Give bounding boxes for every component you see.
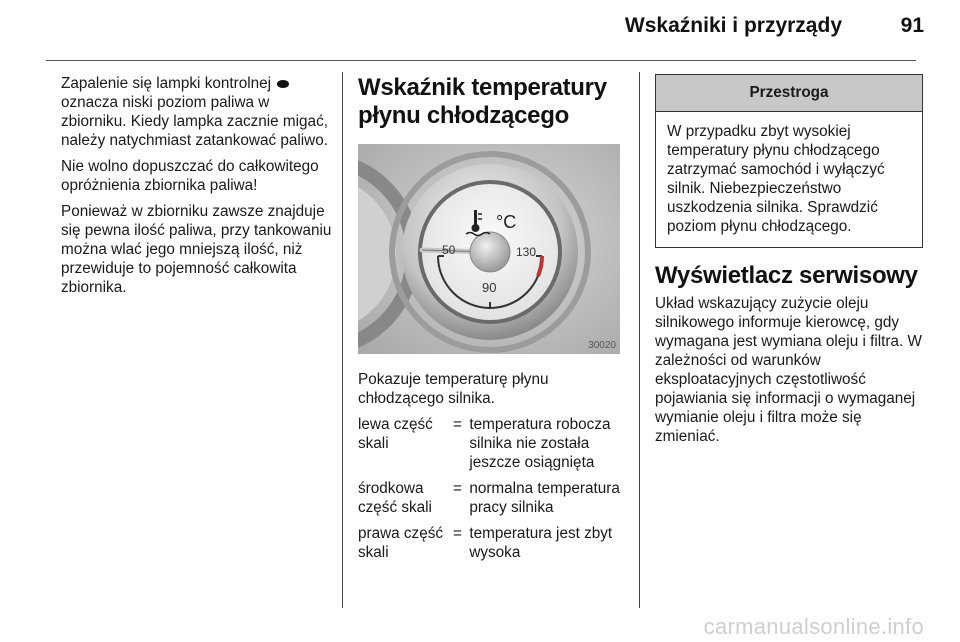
column-fuel-info: [61, 74, 333, 304]
fuel-empty-warning-paragraph: Nie wolno dopuszczać do całkowitego opróżnienia zbiornika paliwa!: [61, 158, 319, 194]
caution-box: [655, 74, 923, 248]
column-coolant-gauge: [358, 74, 628, 569]
fuel-capacity-paragraph: Ponieważ w zbiorniku zawsze znajduje się pewna ilość paliwa, przy tankowaniu można wlać jego mniejszą ilość, niż przewiduje to pojemność całkowita zbiornika.: [61, 203, 332, 296]
legend-term: lewa część skali: [358, 416, 433, 452]
legend-term: prawa część skali: [358, 525, 444, 561]
fuel-warning-lamp-icon: [277, 80, 289, 88]
column-divider-right: [639, 72, 640, 608]
legend-definition: temperatura jest zbyt wysoka: [469, 525, 613, 561]
legend-row: [358, 415, 628, 479]
image-code: 30020: [588, 340, 616, 351]
page-number: 91: [900, 14, 924, 37]
coolant-gauge-caption: Pokazuje temperaturę płynu chłodzącego silnika.: [358, 371, 549, 407]
gauge-tick-left: 50: [442, 243, 456, 257]
legend-equals: =: [452, 416, 462, 433]
page-header-title: Wskaźniki i przyrządy: [624, 14, 842, 37]
scale-legend-table: [358, 415, 628, 569]
service-display-heading: Wyświetlacz serwisowy: [655, 262, 918, 289]
gauge-tick-right: 130: [516, 245, 537, 259]
service-display-text: Układ wskazujący zużycie oleju silnikowego informuje kierowcę, gdy wymagana jest wymiana oleju i filtra. W zależności od warunków eksploatacyjnych częstotliwość pojawiania się informacji o wymaganej wymianie oleju i filtra może się zmieniać.: [655, 295, 922, 445]
footer-watermark: carmanualsonline.info: [703, 614, 924, 639]
coolant-gauge-heading: Wskaźnik temperatury płynu chłodzącego: [358, 74, 607, 129]
legend-definition: normalna temperatura pracy silnika: [469, 480, 620, 516]
coolant-gauge-illustration: [358, 144, 620, 354]
gauge-tick-bottom: 90: [482, 280, 497, 295]
legend-term: środkowa część skali: [358, 480, 432, 516]
caution-body: [656, 112, 922, 247]
legend-equals: =: [452, 525, 462, 542]
legend-row: [358, 524, 628, 569]
coolant-gauge-photo: [358, 144, 620, 354]
caution-title: Przestroga: [656, 75, 922, 112]
caution-text: W przypadku zbyt wysokiej temperatury płynu chłodzącego zatrzymać samochód i wyłączyć silnik. Niebezpieczeństwo uszkodzenia silnika. Sprawdzić poziom płynu chłodzącego.: [667, 123, 885, 235]
header-divider: [46, 60, 916, 61]
legend-equals: =: [452, 480, 462, 497]
column-divider-left: [342, 72, 343, 608]
column-service-display: [655, 74, 923, 453]
fuel-lamp-paragraph: Zapalenie się lampki kontrolnej oznacza niski poziom paliwa w zbiorniku. Kiedy lampka zacznie migać, należy natychmiast zatankować paliwo.: [61, 75, 328, 149]
legend-definition: temperatura robocza silnika nie została jeszcze osiągnięta: [469, 416, 611, 471]
legend-row: [358, 479, 628, 524]
gauge-unit-label: °C: [496, 212, 517, 232]
